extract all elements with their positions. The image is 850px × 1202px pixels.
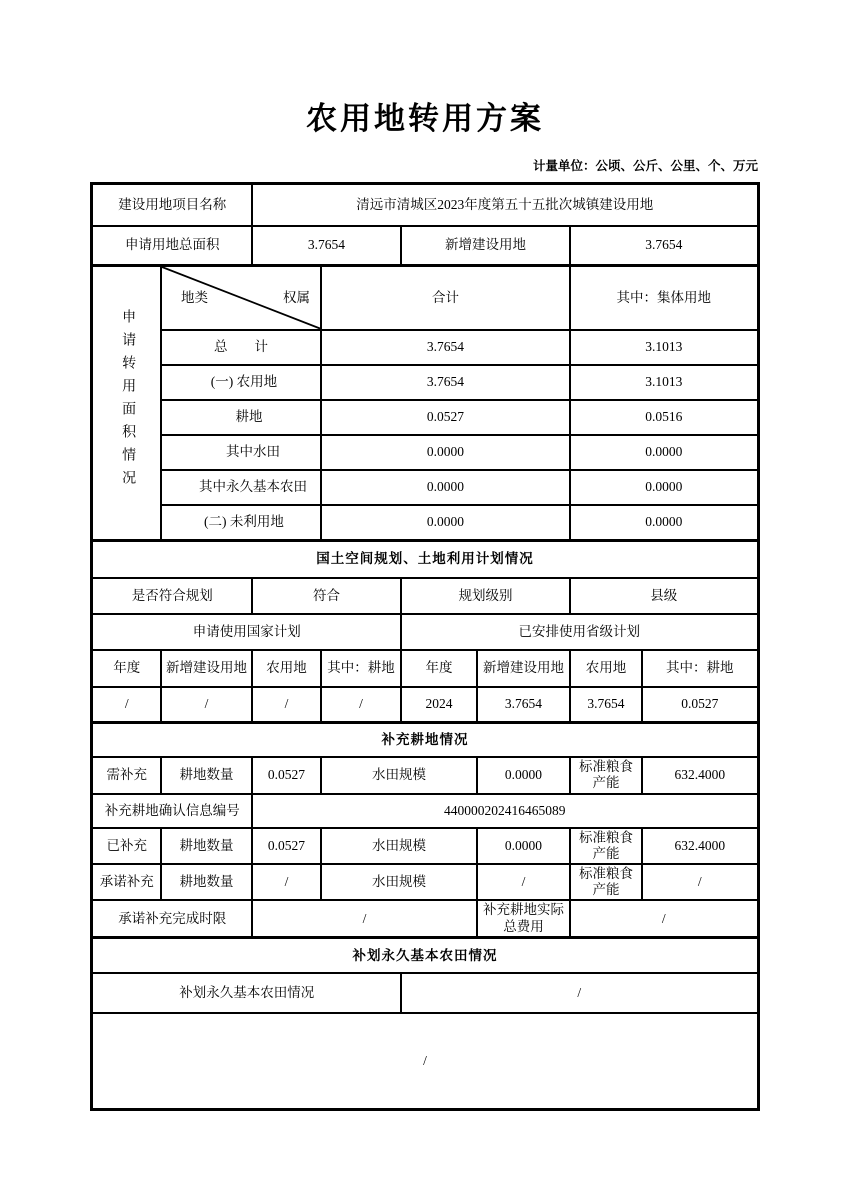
paddy-label: 水田规模 bbox=[321, 757, 477, 794]
project-name-value: 清远市清城区2023年度第五十五批次城镇建设用地 bbox=[252, 184, 758, 226]
plan-col-header: 其中：耕地 bbox=[321, 650, 401, 687]
transfer-row bbox=[92, 330, 758, 365]
table-row bbox=[92, 541, 758, 578]
plan-col-header: 其中：耕地 bbox=[642, 650, 758, 687]
transfer-row-collective: 0.0000 bbox=[570, 435, 758, 470]
cost-value: / bbox=[570, 900, 758, 937]
supplement-category: 需补充 bbox=[92, 757, 161, 794]
transfer-row-collective: 0.0000 bbox=[570, 470, 758, 505]
grain-label: 标准粮食产能 bbox=[570, 864, 642, 900]
transfer-row bbox=[92, 435, 758, 470]
project-name-label: 建设用地项目名称 bbox=[92, 184, 252, 226]
qty-value: / bbox=[252, 864, 321, 900]
grain-value: 632.4000 bbox=[642, 828, 758, 864]
plan-value: 3.7654 bbox=[477, 687, 570, 723]
supplement-category: 已补充 bbox=[92, 828, 161, 864]
table-row bbox=[92, 687, 758, 723]
transfer-row-total: 3.7654 bbox=[321, 330, 570, 365]
table-row bbox=[92, 266, 758, 330]
compliance-value: 符合 bbox=[252, 578, 401, 614]
paddy-value: 0.0000 bbox=[477, 757, 570, 794]
supplement-row bbox=[92, 864, 758, 900]
cost-label: 补充耕地实际总费用 bbox=[477, 900, 570, 937]
transfer-side-label: 申请转用面积情况 bbox=[120, 309, 136, 493]
transfer-row-total: 0.0000 bbox=[321, 435, 570, 470]
plan-value: / bbox=[252, 687, 321, 723]
plan-col-header: 年度 bbox=[92, 650, 161, 687]
land-conversion-table bbox=[90, 182, 759, 1111]
table-row bbox=[92, 614, 758, 650]
table-row bbox=[92, 900, 758, 937]
transfer-row-collective: 0.0000 bbox=[570, 505, 758, 541]
plan-section-header: 国土空间规划、土地利用计划情况 bbox=[92, 541, 758, 578]
table-row bbox=[92, 226, 758, 266]
qty-value: 0.0527 bbox=[252, 828, 321, 864]
table-row bbox=[92, 578, 758, 614]
plan-level-value: 县级 bbox=[570, 578, 758, 614]
qty-label: 耕地数量 bbox=[161, 864, 252, 900]
confirm-number-label: 补充耕地确认信息编号 bbox=[92, 794, 252, 828]
grain-label: 标准粮食产能 bbox=[570, 757, 642, 794]
transfer-row-total: 0.0000 bbox=[321, 505, 570, 541]
deadline-label: 承诺补充完成时限 bbox=[92, 900, 252, 937]
plan-value: / bbox=[161, 687, 252, 723]
diag-label-landtype: 地类 bbox=[180, 289, 208, 305]
plan-col-header: 农用地 bbox=[570, 650, 642, 687]
supplement-row bbox=[92, 757, 758, 794]
transfer-row-label: 耕地 bbox=[161, 400, 321, 435]
confirm-number-value: 440000202416465089 bbox=[252, 794, 758, 828]
paddy-value: / bbox=[477, 864, 570, 900]
farmland-row-label: 补划永久基本农田情况 bbox=[92, 973, 401, 1013]
paddy-value: 0.0000 bbox=[477, 828, 570, 864]
plan-col-header: 新增建设用地 bbox=[477, 650, 570, 687]
supplement-section-header: 补充耕地情况 bbox=[92, 723, 758, 757]
transfer-row bbox=[92, 470, 758, 505]
new-construction-value: 3.7654 bbox=[570, 226, 758, 266]
new-construction-label: 新增建设用地 bbox=[401, 226, 570, 266]
deadline-value: / bbox=[252, 900, 477, 937]
table-row bbox=[92, 650, 758, 687]
table-row bbox=[92, 973, 758, 1013]
unit-note: 计量单位：公顷、公斤、公里、个、万元 bbox=[532, 159, 758, 174]
paddy-label: 水田规模 bbox=[321, 828, 477, 864]
grain-value: 632.4000 bbox=[642, 757, 758, 794]
transfer-row-total: 0.0000 bbox=[321, 470, 570, 505]
page-title: 农用地转用方案 bbox=[306, 101, 544, 136]
total-area-value: 3.7654 bbox=[252, 226, 401, 266]
grain-value: / bbox=[642, 864, 758, 900]
total-area-label: 申请用地总面积 bbox=[92, 226, 252, 266]
remark-cell: / bbox=[92, 1013, 758, 1109]
plan-value: / bbox=[321, 687, 401, 723]
transfer-row-label: 总 计 bbox=[161, 330, 321, 365]
transfer-row bbox=[92, 365, 758, 400]
transfer-row-label: (二) 未利用地 bbox=[161, 505, 321, 541]
table-row bbox=[92, 1013, 758, 1109]
transfer-row-collective: 3.1013 bbox=[570, 330, 758, 365]
plan-value: 3.7654 bbox=[570, 687, 642, 723]
compliance-label: 是否符合规划 bbox=[92, 578, 252, 614]
diag-label-ownership: 权属 bbox=[282, 289, 310, 305]
plan-col-header: 年度 bbox=[401, 650, 477, 687]
transfer-row-label: 其中永久基本农田 bbox=[161, 470, 321, 505]
plan-value: 2024 bbox=[401, 687, 477, 723]
plan-value: / bbox=[92, 687, 161, 723]
table-row bbox=[92, 794, 758, 828]
diagonal-header-cell bbox=[161, 266, 321, 330]
qty-label: 耕地数量 bbox=[161, 757, 252, 794]
supplement-row bbox=[92, 828, 758, 864]
transfer-row-collective: 3.1013 bbox=[570, 365, 758, 400]
qty-label: 耕地数量 bbox=[161, 828, 252, 864]
col-header-total: 合计 bbox=[321, 266, 570, 330]
farmland-section-header: 补划永久基本农田情况 bbox=[92, 937, 758, 973]
transfer-row bbox=[92, 400, 758, 435]
transfer-row bbox=[92, 505, 758, 541]
grain-label: 标准粮食产能 bbox=[570, 828, 642, 864]
supplement-category: 承诺补充 bbox=[92, 864, 161, 900]
plan-col-header: 农用地 bbox=[252, 650, 321, 687]
transfer-row-label: 其中水田 bbox=[161, 435, 321, 470]
col-header-collective: 其中：集体用地 bbox=[570, 266, 758, 330]
table-row bbox=[92, 184, 758, 226]
farmland-row-value: / bbox=[401, 973, 758, 1013]
national-plan-header: 申请使用国家计划 bbox=[92, 614, 401, 650]
table-row bbox=[92, 937, 758, 973]
plan-col-header: 新增建设用地 bbox=[161, 650, 252, 687]
plan-level-label: 规划级别 bbox=[401, 578, 570, 614]
transfer-row-collective: 0.0516 bbox=[570, 400, 758, 435]
paddy-label: 水田规模 bbox=[321, 864, 477, 900]
transfer-row-total: 3.7654 bbox=[321, 365, 570, 400]
qty-value: 0.0527 bbox=[252, 757, 321, 794]
table-row bbox=[92, 723, 758, 757]
provincial-plan-header: 已安排使用省级计划 bbox=[401, 614, 758, 650]
plan-value: 0.0527 bbox=[642, 687, 758, 723]
transfer-side-label-cell bbox=[92, 266, 161, 541]
transfer-row-label: (一) 农用地 bbox=[161, 365, 321, 400]
transfer-row-total: 0.0527 bbox=[321, 400, 570, 435]
